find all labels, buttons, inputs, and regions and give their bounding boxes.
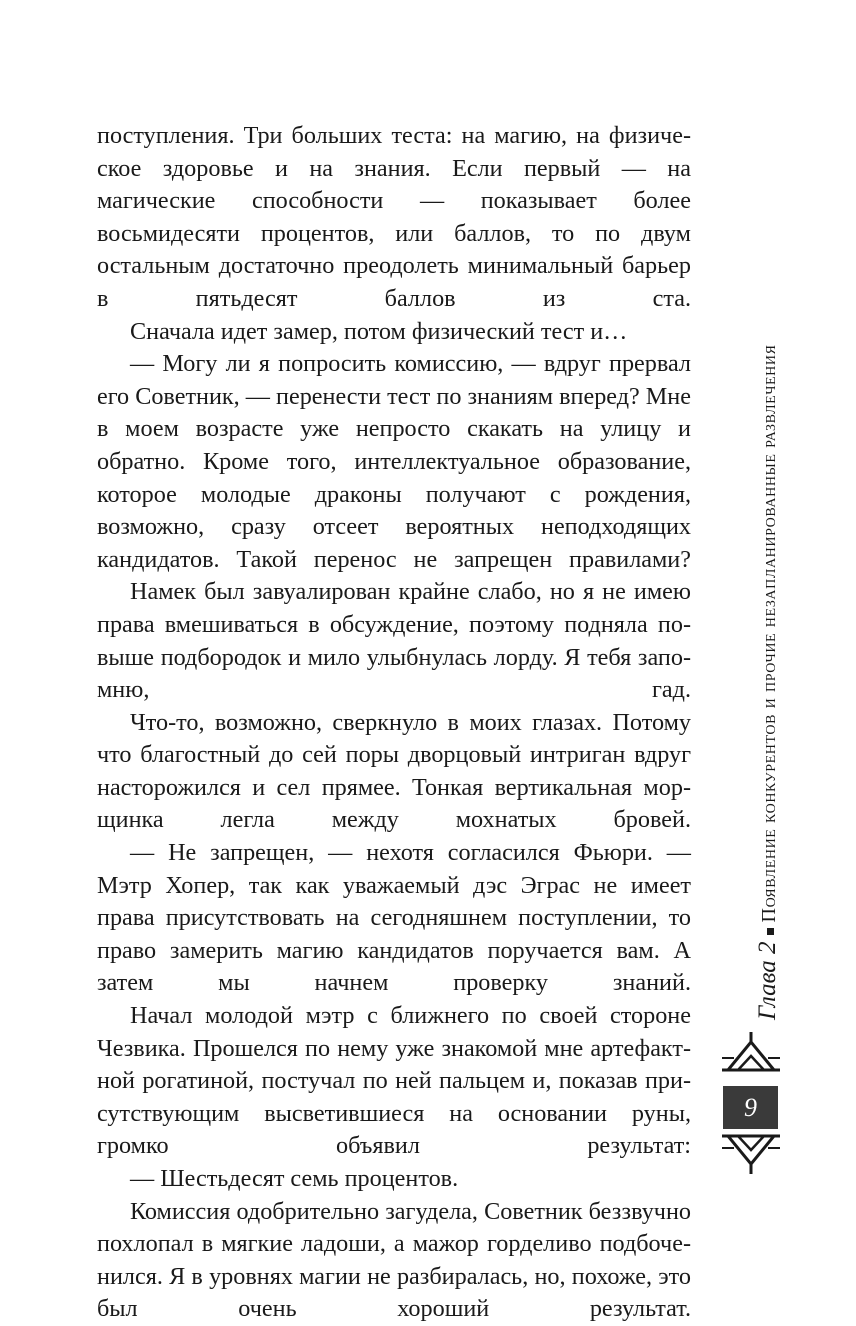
paragraph-8: — Шестьдесят семь процентов. xyxy=(130,1165,459,1192)
body-text xyxy=(97,120,691,1326)
paragraph-5: Что-то, возможно, сверкнуло в моих глазах. Потому что благостный до сей поры дворцовый интриган вдруг насторожился и сел прямее. Тонкая вертикальная морщинка легла между мохнатых бровей. xyxy=(97,708,691,834)
ornament-bottom-icon xyxy=(720,1132,782,1176)
running-head xyxy=(754,320,782,1020)
page-number: 9 xyxy=(723,1086,778,1129)
paragraph-1: поступления. Три больших теста: на магию, на физическое здоровье и на знания. Если первый — на магические способности — показывает более восьмидесяти процентов, или баллов, то по двум остальным достаточно преодолеть минимальный барьер в пятьдесят баллов из ста. xyxy=(97,122,691,312)
paragraph-2: Сначала идет замер, потом физический тест и… xyxy=(130,317,628,345)
chapter-title: Появление конкурентов и прочие незапланированные развлечения xyxy=(758,344,780,923)
paragraph-4: Намек был завуалирован крайне слабо, но я не имею права вмешиваться в обсуждение, поэтому подняла повыше подбородок и мило улыбнулась лорду. Я тебя запомню, гад. xyxy=(97,578,691,704)
paragraph-3: — Могу ли я попросить комиссию, — вдруг прервал его Советник, — перенести тест по знаниям вперед? Мне в моем возрасте уже непросто скакать на улицу и обратно. Кроме того, интеллектуальное образование, которое молодые драконы получают с рождения, возможно, сразу отсеет вероятных неподходящих кандидатов. Такой перенос не запрещен правилами? xyxy=(97,350,691,573)
ornament-top-icon xyxy=(720,1030,782,1074)
separator-square xyxy=(767,928,774,935)
chapter-label: Глава 2 xyxy=(754,941,781,1020)
paragraph-9: Комиссия одобрительно загудела, Советник беззвучно похлопал в мягкие ладоши, а мажор горделиво подбоченился. Я в уровнях магии не разбиралась, но, похоже, это был очень хороший результат. xyxy=(97,1197,691,1323)
paragraph-7: Начал молодой мэтр с ближнего по своей стороне Чезвика. Прошелся по нему уже знакомой мне артефактной рогатиной, постучал по ней пальцем и, показав присутствующим высветившиеся на основании руны, громко объявил результат: xyxy=(97,1002,691,1160)
paragraph-6: — Не запрещен, — нехотя согласился Фьюри. — Мэтр Хопер, так как уважаемый дэс Эграс не имеет права присутствовать на сегодняшнем поступлении, то право замерить магию кандидатов поручается вам. А затем мы начнем проверку знаний. xyxy=(97,839,691,997)
